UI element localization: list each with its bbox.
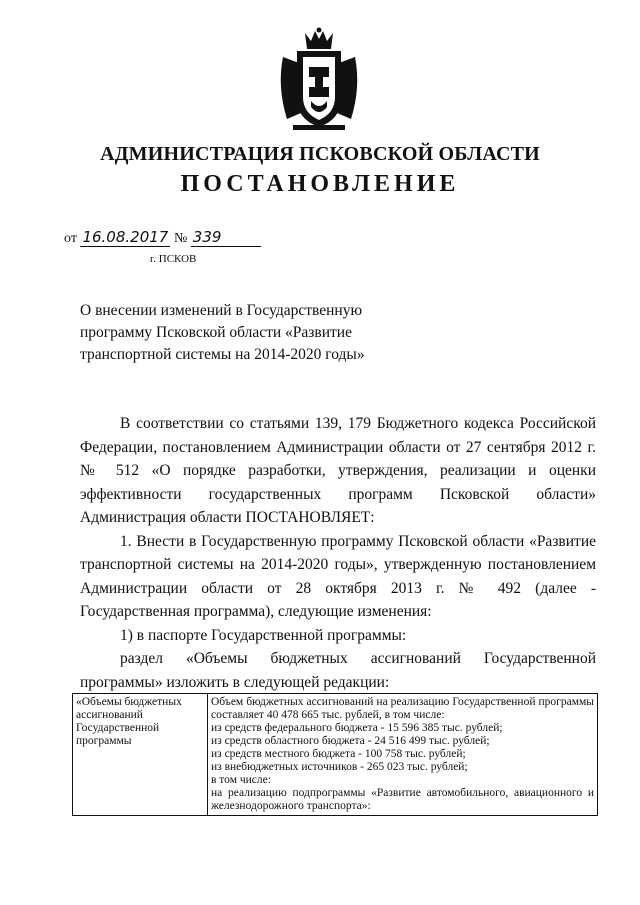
organization-title: АДМИНИСТРАЦИЯ ПСКОВСКОЙ ОБЛАСТИ — [100, 143, 540, 165]
table-row — [73, 694, 598, 816]
number-prefix: № — [173, 231, 188, 246]
table-line: из средств федерального бюджета - 15 596 385 тыс. рублей; — [211, 722, 503, 734]
body-paragraph: В соответствии со статьями 139, 179 Бюджетного кодекса Российской Федерации, постановлением Администрации области от 27 сентября 2012 г. № 512 «О порядке разработки, утверждения, реализации и оценки эффективности государственных программ Псковской области» Администрация области ПОСТАНОВЛЯЕТ: — [80, 415, 596, 526]
subject-line: О внесении изменений в Государственную — [80, 302, 363, 319]
table-line: из средств местного бюджета - 100 758 тыс. рублей; — [211, 748, 466, 760]
document-subject — [80, 300, 400, 366]
body-paragraph: раздел «Объемы бюджетных ассигнований Государственной программы» изложить в следующей редакции: — [80, 650, 596, 691]
document-date: 16.08.2017 — [80, 229, 170, 247]
passport-table — [72, 693, 598, 816]
document-number: 339 — [191, 229, 261, 247]
document-type: ПОСТАНОВЛЕНИЕ — [180, 171, 460, 197]
document-body — [80, 412, 596, 694]
table-cell-section-content — [208, 694, 598, 816]
table-line: из внебюджетных источников - 265 023 тыс. рублей; — [211, 761, 468, 773]
date-prefix: от — [64, 231, 77, 246]
table-line: на реализацию подпрограммы «Развитие автомобильного, авиационного и железнодорожного транспорта»: — [211, 787, 594, 812]
city: г. ПСКОВ — [150, 253, 197, 265]
subject-line: программу Псковской области «Развитие — [80, 324, 352, 341]
subject-line: транспортной системы на 2014-2020 годы» — [80, 346, 365, 363]
table-line: в том числе: — [211, 774, 271, 786]
body-paragraph: 1) в паспорте Государственной программы: — [120, 626, 407, 644]
table-line: Объем бюджетных ассигнований на реализацию Государственной программы составляет 40 478 665 тыс. рублей, в том числе: — [211, 696, 594, 721]
body-paragraph: 1. Внести в Государственную программу Псковской области «Развитие транспортной системы на 2014-2020 годы», утвержденную постановлением Администрации области от 28 октября 2013 г. № 492 (далее - Государственная программа), следующие изменения: — [80, 532, 596, 620]
table-line: из средств областного бюджета - 24 516 499 тыс. рублей; — [211, 735, 490, 747]
date-number-line — [64, 229, 261, 247]
table-cell-section-name: «Объемы бюджетных ассигнований Государственной программы — [73, 694, 208, 816]
coat-of-arms-icon — [273, 27, 365, 133]
